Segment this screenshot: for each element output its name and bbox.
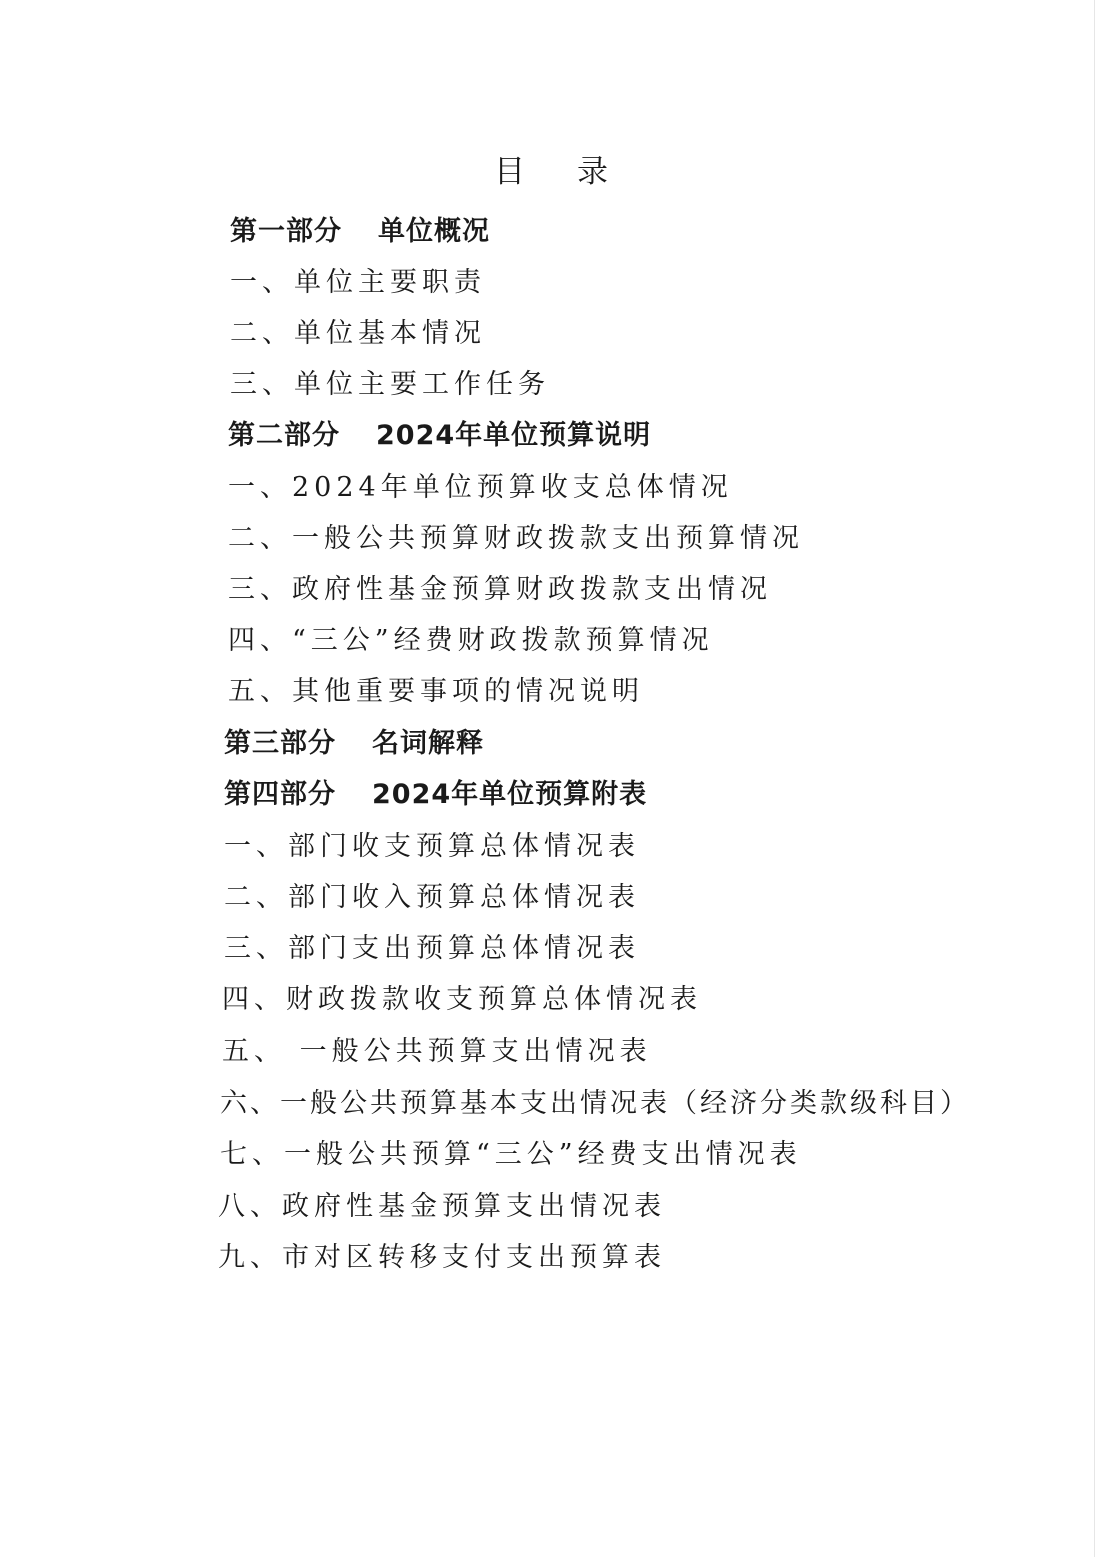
toc-item: 九、市对区转移支付支出预算表 <box>218 1242 666 1273</box>
toc-item: 五、其他重要事项的情况说明 <box>228 676 644 707</box>
page-title: 目录 <box>494 154 660 190</box>
toc-part-title: 2024年单位预算说明 <box>376 420 652 451</box>
toc-item: 三、部门支出预算总体情况表 <box>224 933 640 964</box>
toc-item: 二、部门收入预算总体情况表 <box>224 882 640 913</box>
toc-part-1 <box>230 214 490 250</box>
toc-part-2 <box>228 418 651 454</box>
toc-item: 三、单位主要工作任务 <box>230 369 550 400</box>
page-edge-line <box>1094 0 1095 1557</box>
toc-item: 二、一般公共预算财政拨款支出预算情况 <box>228 523 804 554</box>
toc-part-title: 名词解释 <box>372 728 484 759</box>
toc-part-label: 第三部分 <box>224 728 336 759</box>
toc-item: 四、“三公”经费财政拨款预算情况 <box>228 625 714 656</box>
toc-part-3 <box>224 726 484 762</box>
toc-item: 一、2024年单位预算收支总体情况 <box>228 472 733 503</box>
toc-item: 五、 一般公共预算支出情况表 <box>222 1036 652 1067</box>
toc-part-title: 单位概况 <box>378 216 490 247</box>
toc-part-label: 第四部分 <box>224 779 336 810</box>
toc-item: 四、财政拨款收支预算总体情况表 <box>222 984 702 1015</box>
toc-item: 二、单位基本情况 <box>230 318 486 349</box>
toc-item: 一、部门收支预算总体情况表 <box>224 831 640 862</box>
toc-item: 三、政府性基金预算财政拨款支出情况 <box>228 574 772 605</box>
toc-part-4 <box>224 777 647 813</box>
toc-item: 一、单位主要职责 <box>230 267 486 298</box>
toc-item: 八、政府性基金预算支出情况表 <box>218 1191 666 1222</box>
toc-part-label: 第二部分 <box>228 420 340 451</box>
toc-part-title: 2024年单位预算附表 <box>372 779 648 810</box>
toc-item: 七、一般公共预算“三公”经费支出情况表 <box>220 1139 802 1170</box>
toc-item: 六、一般公共预算基本支出情况表（经济分类款级科目） <box>220 1088 970 1119</box>
toc-part-label: 第一部分 <box>230 216 342 247</box>
